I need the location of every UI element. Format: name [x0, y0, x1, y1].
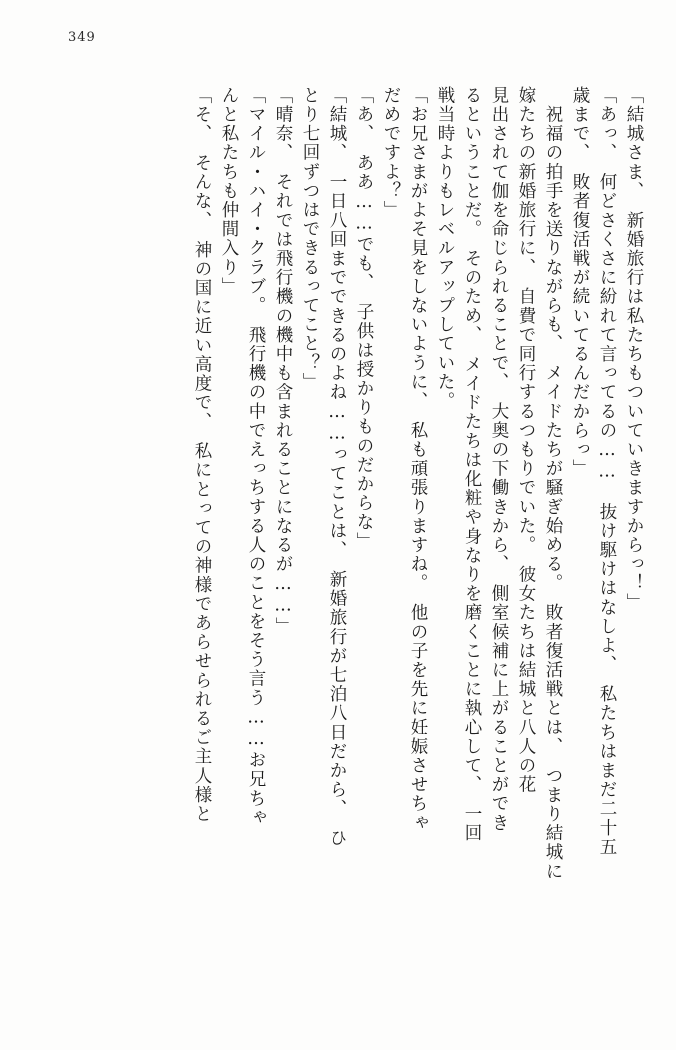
vertical-text-block [34, 86, 642, 1016]
text-column: 戦当時よりもレベルアップしていた。 [435, 86, 455, 411]
text-column: 歳まで、 敗者復活戦が続いてるんだからっ」 [570, 86, 590, 479]
text-column: るということだ。 そのため、 メイドたちは化粧や身なりを磨くことに執心して、 一回 [462, 86, 482, 843]
text-column: 嫁たちの新婚旅行に、 自費で同行するつもりでいた。 彼女たちは結城と八人の花 [516, 86, 536, 795]
text-column: 「結城さま、 新婚旅行は私たちもついていきますからっ！」 [624, 86, 644, 613]
text-column: んと私たちも仲間入り」 [219, 86, 239, 297]
text-column: とり七回ずつはできるってこと？」 [300, 86, 320, 392]
text-column: 「晴奈、 それでは飛行機の機中も含まれることになるが……」 [273, 86, 293, 637]
text-column: 「そ、 そんな、 神の国に近い高度で、 私にとっての神様であらせられるご主人様と [192, 86, 212, 824]
text-column: 「結城、 一日八回までできるのよね……ってことは、 新婚旅行が七泊八日だから、 ひ [327, 86, 347, 848]
text-column: 「マイル・ハイ・クラブ。 飛行機の中でえっちする人のことをそう言う……お兄ちゃ [246, 86, 266, 828]
text-column: 祝福の拍手を送りながらも、 メイドたちが騒ぎ始める。 敗者復活戦とは、 つまり結城に [543, 86, 563, 882]
page-number: 349 [68, 30, 96, 45]
text-column: 「あっ、 何どさくさに紛れて言ってるの…… 抜け駆けはなしよ、 私たちはまだ二十五 [597, 86, 617, 857]
text-column: 見出されて伽を命じられることで、 大奥の下働きから、 側室候補に上がることができ [489, 86, 509, 833]
text-column: だめですよ？」 [381, 86, 401, 220]
text-column: 「あ、 ああ……でも、 子供は授かりものだからな」 [354, 86, 374, 551]
text-column: 「お兄さまがよそ見をしないように、 私も頑張りますね。 他の子を先に妊娠させちゃ [408, 86, 428, 833]
